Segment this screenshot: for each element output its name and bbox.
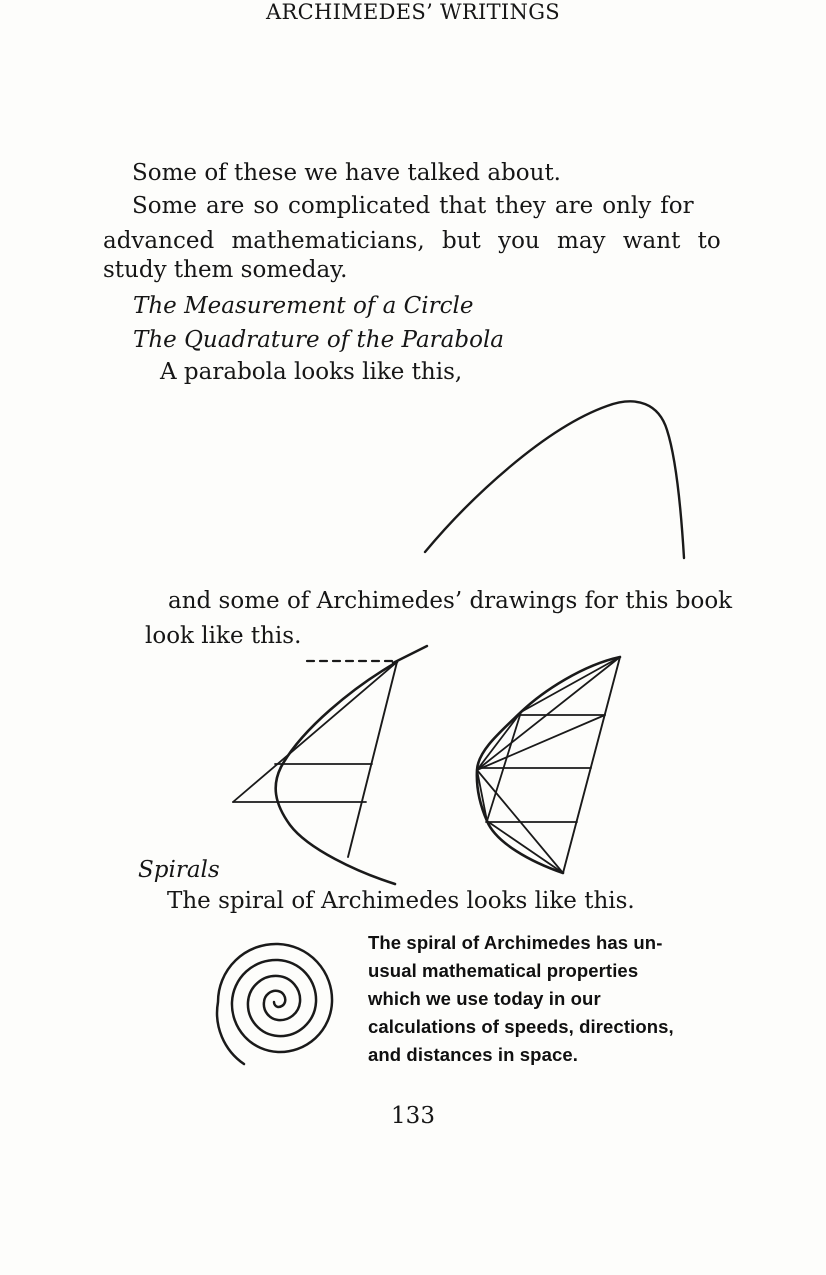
- sidebar-note-line: which we use today in our: [368, 988, 601, 1009]
- body-line: Some are so complicated that they are only for: [132, 193, 694, 219]
- spiral-figure: [206, 936, 346, 1076]
- work-title: The Measurement of a Circle: [133, 293, 474, 319]
- body-line: look like this.: [145, 623, 302, 649]
- body-line: A parabola looks like this,: [160, 359, 463, 385]
- body-line: study them someday.: [103, 257, 348, 283]
- section-heading: Spirals: [138, 857, 220, 883]
- body-line: and some of Archimedes’ drawings for this book: [168, 588, 733, 614]
- body-line: advanced mathematicians, but you may want to: [103, 228, 721, 254]
- running-head: ARCHIMEDES’ WRITINGS: [266, 0, 560, 24]
- sidebar-note-line: usual mathematical properties: [368, 960, 639, 981]
- sidebar-note-line: The spiral of Archimedes has un-: [368, 932, 663, 953]
- body-line: Some of these we have talked about.: [132, 160, 561, 186]
- sidebar-note-line: and distances in space.: [368, 1044, 578, 1065]
- sidebar-note-line: calculations of speeds, directions,: [368, 1016, 674, 1037]
- page-number: 133: [391, 1103, 435, 1129]
- sidebar-note: [368, 929, 728, 1069]
- quadrature-right-figure: [455, 645, 637, 887]
- quadrature-left-figure: [225, 640, 440, 892]
- work-title: The Quadrature of the Parabola: [133, 327, 505, 353]
- parabola-figure: [415, 390, 700, 570]
- body-line: The spiral of Archimedes looks like this.: [167, 888, 635, 914]
